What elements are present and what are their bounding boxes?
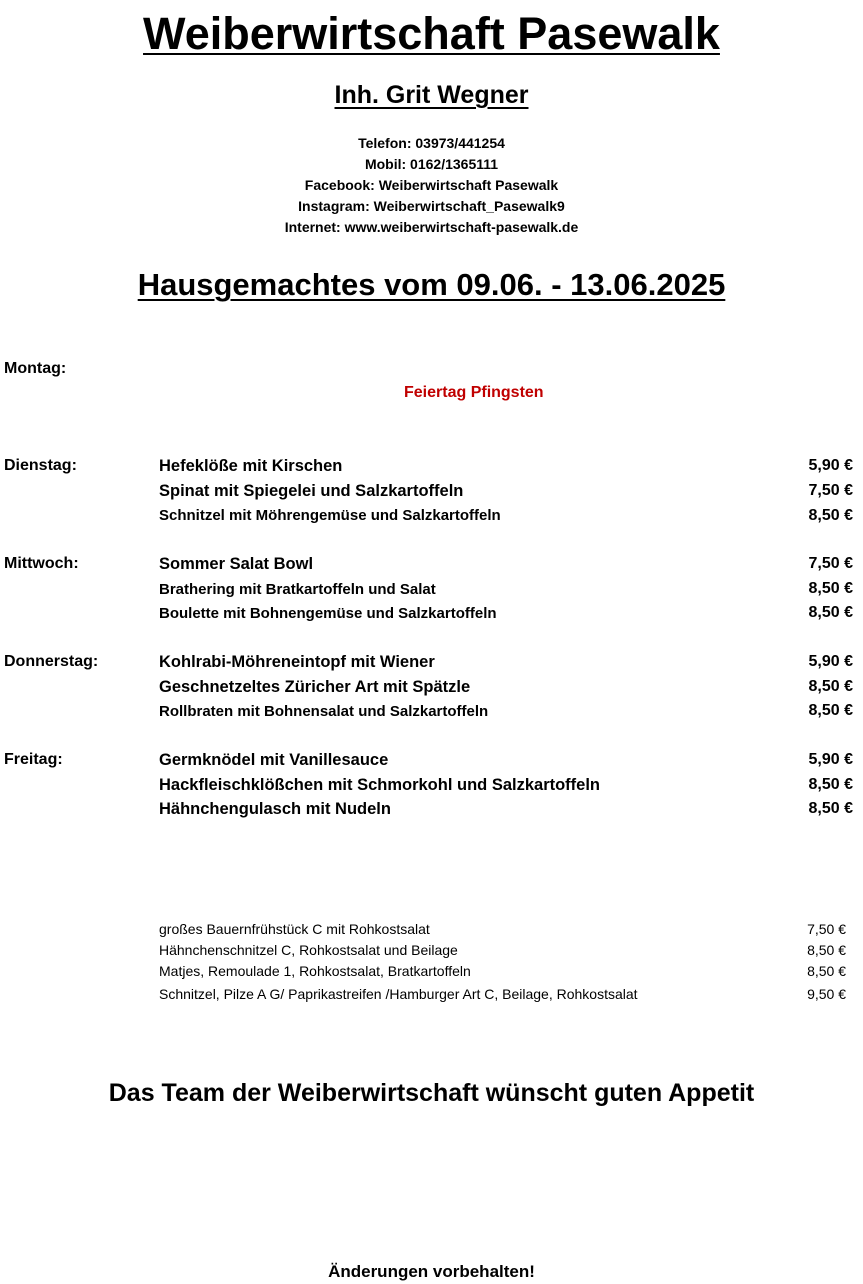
standard-dish-name: Hähnchenschnitzel C, Rohkostsalat und Beilage: [159, 942, 458, 958]
dish-price: 7,50 €: [808, 555, 853, 572]
dish-price: 5,90 €: [808, 457, 853, 474]
dish-name: Hefeklöße mit Kirschen: [159, 457, 343, 475]
greeting-text: Das Team der Weiberwirtschaft wünscht guten Appetit: [108, 1079, 755, 1107]
contact-instagram: Instagram: Weiberwirtschaft_Pasewalk9: [298, 198, 565, 214]
standard-dish-price: 9,50 €: [807, 986, 846, 1002]
dish-price: 8,50 €: [808, 580, 853, 597]
dish-name: Geschnetzeltes Züricher Art mit Spätzle: [159, 678, 471, 696]
standard-dish-name: Schnitzel, Pilze A G/ Paprikastreifen /Hamburger Art C, Beilage, Rohkostsalat: [159, 986, 638, 1002]
contact-website: Internet: www.weiberwirtschaft-pasewalk.de: [284, 219, 579, 235]
week-title: Hausgemachtes vom 09.06. - 13.06.2025: [137, 267, 726, 302]
dish-name: Kohlrabi-Möhreneintopf mit Wiener: [159, 653, 435, 671]
dish-price: 7,50 €: [808, 482, 853, 499]
dish-price: 8,50 €: [808, 507, 853, 524]
dish-price: 8,50 €: [808, 776, 853, 793]
standard-dish-price: 7,50 €: [807, 921, 846, 937]
holiday-note: Feiertag Pfingsten: [404, 384, 544, 401]
dish-name: Hackfleischklößchen mit Schmorkohl und Salzkartoffeln: [159, 776, 601, 794]
dish-price: 5,90 €: [808, 751, 853, 768]
dish-price: 8,50 €: [808, 800, 853, 817]
dish-name: Spinat mit Spiegelei und Salzkartoffeln: [159, 482, 464, 500]
dish-name: Germknödel mit Vanillesauce: [159, 751, 389, 769]
contact-facebook: Facebook: Weiberwirtschaft Pasewalk: [304, 177, 559, 193]
day-label-monday: Montag:: [4, 360, 67, 377]
dish-price: 8,50 €: [808, 604, 853, 621]
owner-name: Inh. Grit Wegner: [334, 81, 529, 109]
dish-name: Sommer Salat Bowl: [159, 555, 314, 573]
dish-name: Hähnchengulasch mit Nudeln: [159, 800, 391, 818]
dish-price: 8,50 €: [808, 702, 853, 719]
changes-note: Änderungen vorbehalten!: [328, 1262, 535, 1281]
dish-name: Boulette mit Bohnengemüse und Salzkartoffeln: [159, 605, 497, 622]
standard-dish-name: großes Bauernfrühstück C mit Rohkostsalat: [159, 921, 430, 937]
standard-dish-name: Matjes, Remoulade 1, Rohkostsalat, Bratkartoffeln: [159, 963, 471, 979]
restaurant-title: Weiberwirtschaft Pasewalk: [143, 8, 720, 59]
contact-mobile: Mobil: 0162/1365111: [364, 156, 499, 172]
dish-price: 8,50 €: [808, 678, 853, 695]
standard-dish-price: 8,50 €: [807, 963, 846, 979]
contact-phone: Telefon: 03973/441254: [358, 135, 505, 151]
dish-name: Rollbraten mit Bohnensalat und Salzkartoffeln: [159, 703, 489, 720]
standard-dish-price: 8,50 €: [807, 942, 846, 958]
day-label-wednesday: Mittwoch:: [4, 555, 79, 572]
dish-price: 5,90 €: [808, 653, 853, 670]
dish-name: Brathering mit Bratkartoffeln und Salat: [159, 581, 436, 598]
dish-name: Schnitzel mit Möhrengemüse und Salzkartoffeln: [159, 507, 501, 524]
day-label-thursday: Donnerstag:: [4, 653, 99, 670]
day-label-friday: Freitag:: [4, 751, 63, 768]
day-label-tuesday: Dienstag:: [4, 457, 77, 474]
